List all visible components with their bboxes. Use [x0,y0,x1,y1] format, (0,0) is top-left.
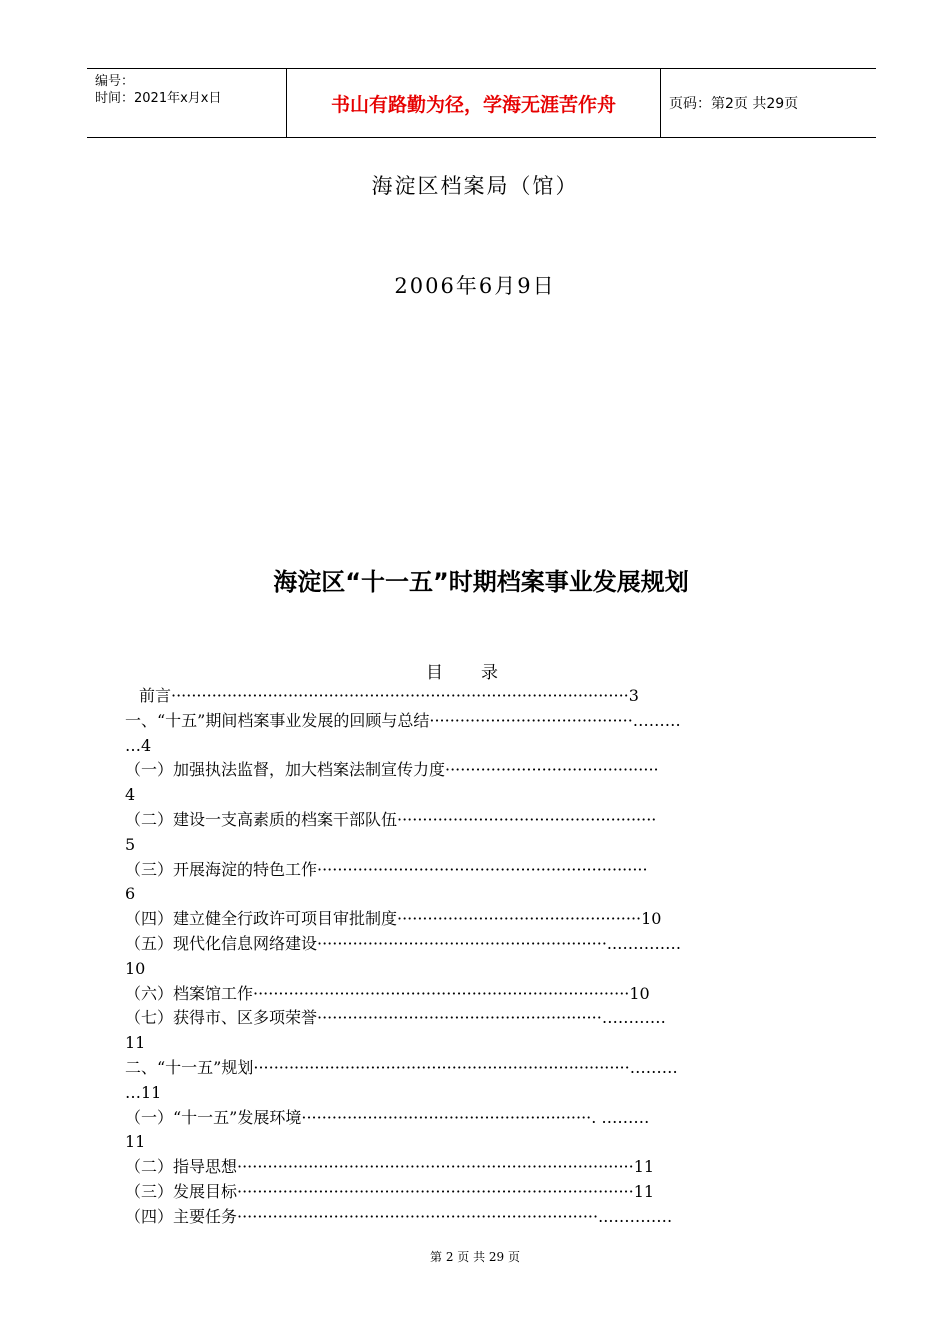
toc-line: 一、“十五”期间档案事业发展的回顾与总结········································……… [125,710,681,730]
toc-line: （五）现代化信息网络建设·························································..………… [125,933,682,953]
toc-line: （二）建设一支高素质的档案干部队伍··················································· [125,809,657,829]
organization-name: 海淀区档案局（馆） [371,174,579,198]
toc-line: （二）指导思想··············································································11 [125,1157,655,1177]
toc-line: 11 [125,1132,146,1152]
toc-line: （一）“十一五”发展环境·························································. ……… [125,1107,650,1127]
toc-line: …4 [125,735,152,755]
toc-line: 6 [125,884,136,904]
toc-line: 11 [125,1033,146,1053]
time-label: 时间：2021年x月x日 [95,91,222,106]
header-motto: 书山有路勤为径，学海无涯苦作舟 [287,69,661,137]
toc-line: （七）获得市、区多项荣誉························································………… [125,1008,666,1028]
number-label: 编号： [95,74,135,89]
toc-line: （一）加强执法监督，加大档案法制宣传力度·········································· [125,760,659,780]
document-title: 海淀区“十一五”时期档案事业发展规划 [273,568,689,596]
toc-line: 4 [125,785,136,805]
header-page-info: 页码：第2页 共29页 [669,96,799,112]
toc-line: （六）档案馆工作··········································································10 [125,983,650,1003]
toc-line: 二、“十一五”规划··········································································……… [125,1057,678,1077]
toc-line: （三）发展目标··············································································11 [125,1181,655,1201]
page-header [87,68,876,138]
toc-heading: 目录 [426,663,536,683]
toc-line: （三）开展海淀的特色工作································································· [125,859,648,879]
toc-line: …11 [125,1082,162,1102]
toc-line: 前言··························································································3 [139,686,639,705]
page-footer: 第 2 页 共 29 页 [430,1250,520,1264]
toc-line: （四）主要任务·······································································..………… [125,1206,673,1226]
toc-line: 5 [125,834,136,854]
table-of-contents [125,684,837,1230]
toc-line: （四）建立健全行政许可项目审批制度················································10 [125,909,662,929]
header-meta [87,69,287,137]
toc-line: 10 [125,958,146,978]
document-date: 2006年6月9日 [394,274,556,298]
